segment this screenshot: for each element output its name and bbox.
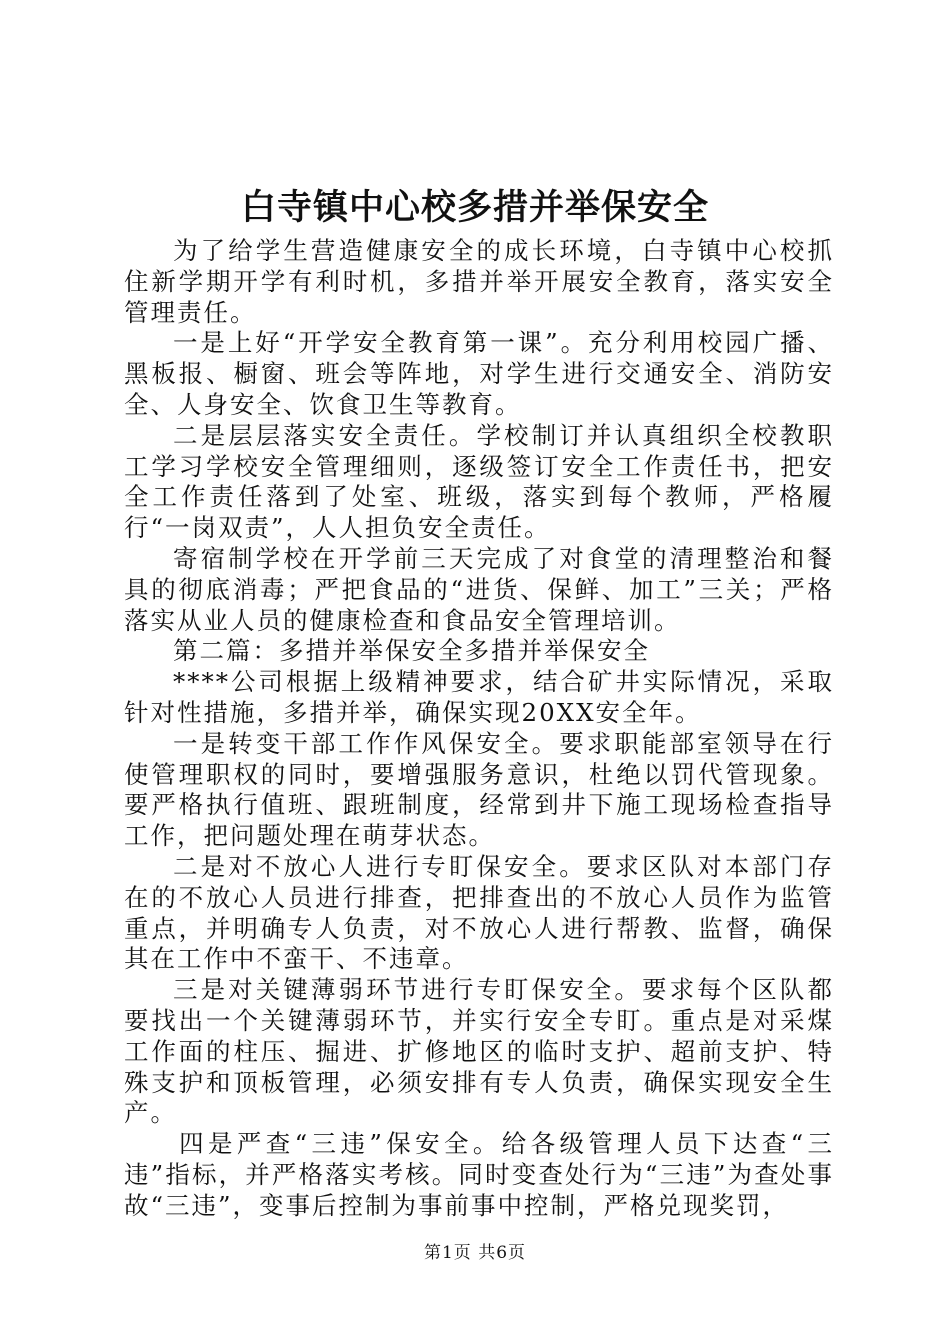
paragraph-intro: 为了给学生营造健康安全的成长环境，白寺镇中心校抓住新学期开学有利时机，多措并举开展安全教育，落实安全管理责任。: [124, 236, 834, 327]
paragraph-cadre-style: 一是转变干部工作作风保安全。要求职能部室领导在行使管理职权的同时，要增强服务意识，杜绝以罚代管现象。要严格执行值班、跟班制度，经常到井下施工现场检查指导工作，把问题处理在萌芽状态。: [124, 728, 834, 851]
paragraph-focus-personnel: 二是对不放心人进行专盯保安全。要求区队对本部门存在的不放心人员进行排查，把排查出的不放心人员作为监管重点，并明确专人负责，对不放心人进行帮教、监督，确保其在工作中不蛮干、不违章。: [124, 851, 834, 974]
section-heading-part-two: 第二篇：多措并举保安全多措并举保安全: [173, 636, 650, 666]
paragraph-boarding-school: 寄宿制学校在开学前三天完成了对食堂的清理整治和餐具的彻底消毒；严把食品的“进货、保鲜、加工”三关；严格落实从业人员的健康检查和食品安全管理培训。: [124, 543, 834, 635]
document-title: 白寺镇中心校多措并举保安全: [240, 187, 709, 228]
paragraph-responsibility: 二是层层落实安全责任。学校制订并认真组织全校教职工学习学校安全管理细则，逐级签订安全工作责任书，把安全工作责任落到了处室、班级，落实到每个教师，严格履行“一岗双责”，人人担负安全责任。: [124, 420, 834, 543]
paragraph-three-violations: 四是严查“三违”保安全。给各级管理人员下达查“三违”指标，并严格落实考核。同时变查处行为“三违”为查处事故“三违”，变事后控制为事前事中控制，严格兑现奖罚，: [124, 1129, 834, 1220]
paragraph-weak-links: 三是对关键薄弱环节进行专盯保安全。要求每个区队都要找出一个关键薄弱环节，并实行安全专盯。重点是对采煤工作面的柱压、掘进、扩修地区的临时支护、超前支护、特殊支护和顶板管理，必须安排有专人负责，确保实现安全生产。: [124, 975, 834, 1128]
paragraph-company-intro: ****公司根据上级精神要求，结合矿井实际情况，采取针对性措施，多措并举，确保实现20XX安全年。: [124, 667, 834, 727]
paragraph-first-lesson: 一是上好“开学安全教育第一课”。充分利用校园广播、黑板报、橱窗、班会等阵地，对学生进行交通安全、消防安全、人身安全、饮食卫生等教育。: [124, 328, 834, 419]
page-footer: 第1页 共6页: [423, 1243, 527, 1263]
document-body: [124, 236, 834, 1222]
